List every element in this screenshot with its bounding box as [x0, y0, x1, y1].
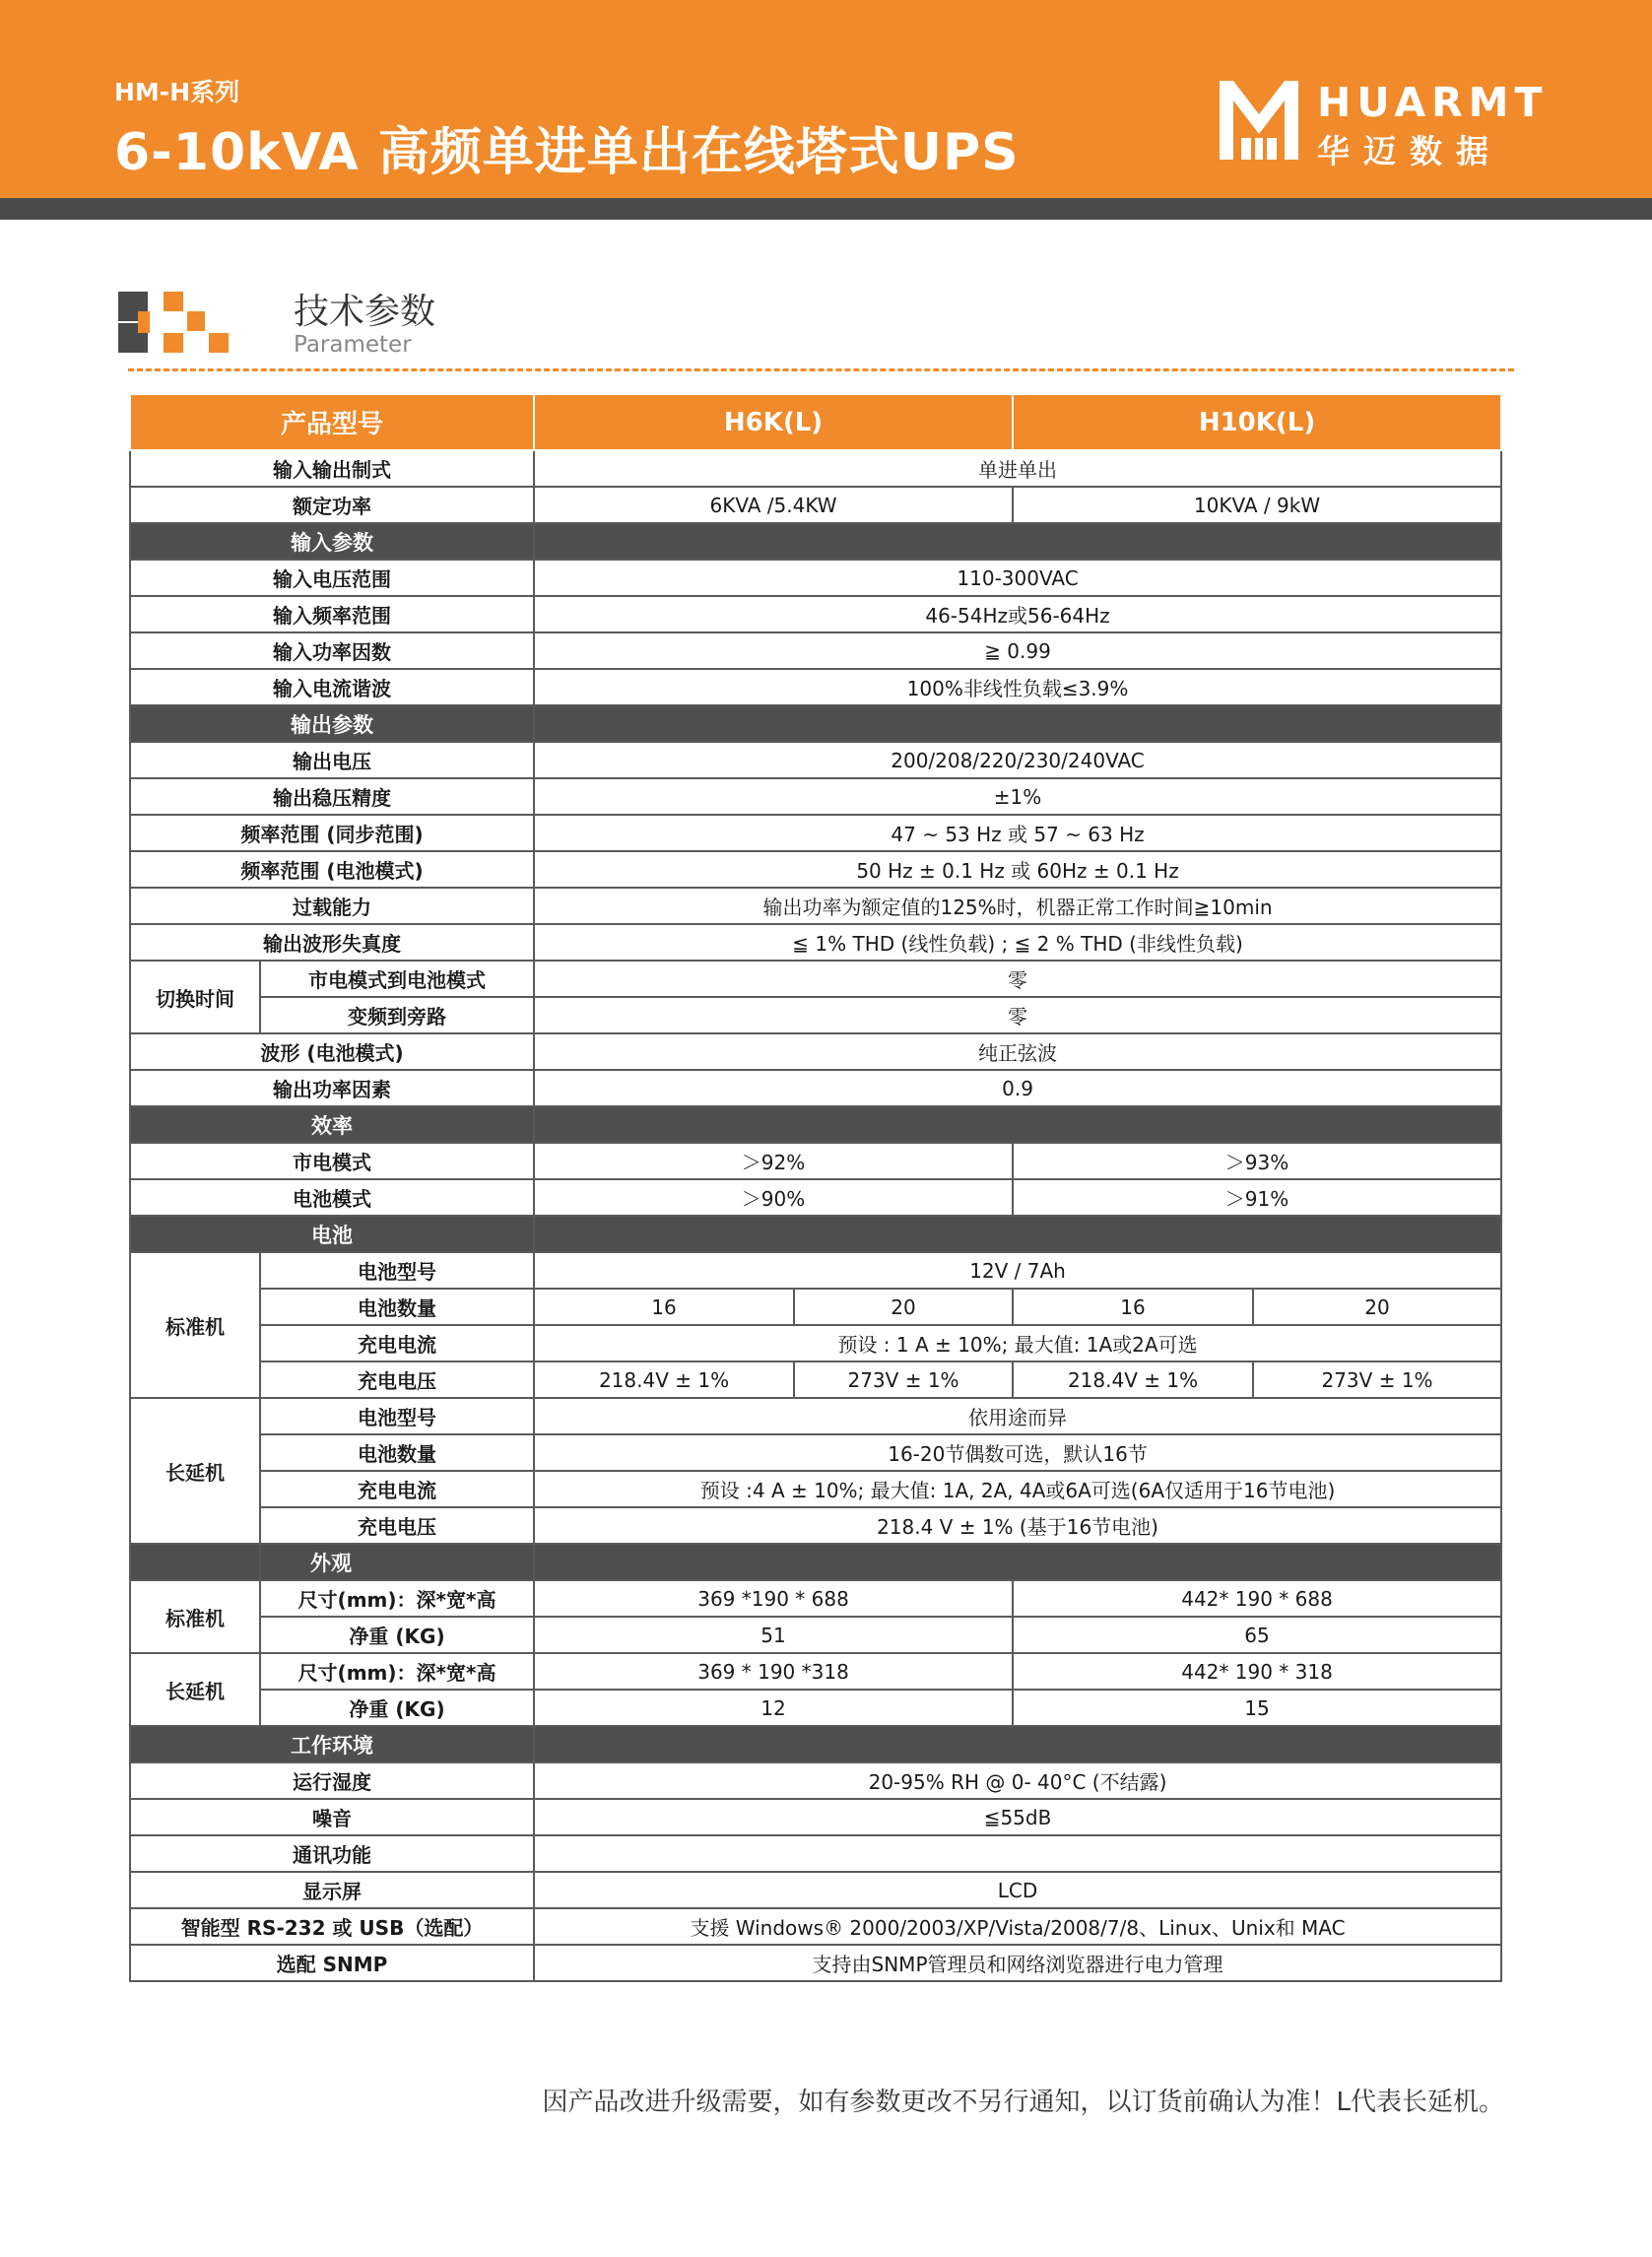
table-row: 输出功率因素 0.9 [130, 1070, 1501, 1106]
table-row: 输入电流谐波 100%非线性负载≤3.9% [130, 669, 1501, 705]
header-h6k: H6K(L) [534, 394, 1013, 450]
section-row-environment: 工作环境 [130, 1726, 1501, 1762]
header-model: 产品型号 [130, 394, 534, 450]
footnote: 因产品改进升级需要，如有参数更改不另行通知，以订货前确认为准！L代表长延机。 [542, 2088, 1504, 2117]
table-row: 输出稳压精度 ±1% [130, 778, 1501, 815]
table-row: 标准机 电池型号 12V / 7Ah [130, 1252, 1501, 1289]
header-h10k: H10K(L) [1013, 394, 1501, 450]
logo-text-en: HUARMT [1317, 79, 1549, 126]
table-row: 充电电压 218.4 V ± 1% (基于16节电池) [130, 1507, 1501, 1544]
table-row: 显示屏 LCD [130, 1872, 1501, 1908]
section-row-appearance: 外观 [130, 1544, 1501, 1580]
table-row: 电池数量 16-20节偶数可选，默认16节 [130, 1434, 1501, 1471]
section-row-efficiency: 效率 [130, 1106, 1501, 1143]
table-row: 频率范围 (电池模式) 50 Hz ± 0.1 Hz 或 60Hz ± 0.1 Hz [130, 851, 1501, 888]
table-row: 充电电流 预设 :4 A ± 10%; 最大值: 1A, 2A, 4A或6A可选(6A仅适用于16节电池) [130, 1471, 1501, 1507]
table-row: 变频到旁路 零 [130, 997, 1501, 1033]
table-row: 净重 (KG) 51 65 [130, 1617, 1501, 1653]
table-row: 长延机 尺寸(mm)：深*宽*高 369 * 190 *318 442* 190 * 318 [130, 1653, 1501, 1690]
table-row: 智能型 RS-232 或 USB（选配） 支援 Windows® 2000/2003/XP/Vista/2008/7/8、Linux、Unix和 MAC [130, 1908, 1501, 1945]
spec-table [129, 393, 1502, 1982]
dashed-divider [128, 368, 1514, 371]
group-label: 标准机 [130, 1252, 260, 1398]
table-row: 充电电流 预设 : 1 A ± 10%; 最大值: 1A或2A可选 [130, 1325, 1501, 1361]
header-stripe [0, 198, 1652, 220]
group-label: 切换时间 [130, 961, 260, 1033]
table-row: 切换时间 市电模式到电池模式 零 [130, 961, 1501, 997]
series-label: HM-H系列 [114, 78, 240, 106]
table-row: 市电模式 ＞92% ＞93% [130, 1143, 1501, 1179]
table-row: 输入电压范围 110-300VAC [130, 560, 1501, 596]
table-row: 电池模式 ＞90% ＞91% [130, 1179, 1501, 1216]
section-row-output: 输出参数 [130, 705, 1501, 742]
table-row: 额定功率 6KVA /5.4KW 10KVA / 9kW [130, 487, 1501, 523]
table-row: 净重 (KG) 12 15 [130, 1690, 1501, 1726]
table-row: 输入功率因数 ≧ 0.99 [130, 632, 1501, 669]
group-label: 长延机 [130, 1653, 260, 1726]
parameter-section-icon [118, 292, 229, 353]
table-header-row [130, 394, 1501, 450]
section-row-input: 输入参数 [130, 523, 1501, 560]
group-label: 标准机 [130, 1580, 260, 1653]
group-label: 长延机 [130, 1398, 260, 1544]
table-row: 选配 SNMP 支持由SNMP管理员和网络浏览器进行电力管理 [130, 1945, 1501, 1981]
table-row: 输出电压 200/208/220/230/240VAC [130, 742, 1501, 778]
page-title: 6-10kVA 高频单进单出在线塔式UPS [114, 123, 1020, 182]
table-row: 输入输出制式 单进单出 [130, 450, 1501, 487]
table-row: 输入频率范围 46-54Hz或56-64Hz [130, 596, 1501, 632]
section-subtitle: Parameter [294, 332, 412, 358]
table-row: 噪音 ≦55dB [130, 1799, 1501, 1835]
table-row: 输出波形失真度 ≦ 1% THD (线性负载) ; ≦ 2 % THD (非线性负载) [130, 924, 1501, 961]
table-row: 通讯功能 [130, 1835, 1501, 1872]
table-row: 运行湿度 20-95% RH @ 0- 40°C (不结露) [130, 1762, 1501, 1799]
table-row: 充电电压 218.4V ± 1% 273V ± 1% 218.4V ± 1% 273V ± 1% [130, 1361, 1501, 1398]
section-title: 技术参数 [294, 292, 436, 332]
table-row: 长延机 电池型号 依用途而异 [130, 1398, 1501, 1434]
table-row: 过载能力 输出功率为额定值的125%时，机器正常工作时间≧10min [130, 888, 1501, 924]
table-row: 波形 (电池模式) 纯正弦波 [130, 1033, 1501, 1070]
table-row: 标准机 尺寸(mm)：深*宽*高 369 *190 * 688 442* 190 * 688 [130, 1580, 1501, 1617]
table-row: 电池数量 16 20 16 20 [130, 1289, 1501, 1325]
table-row: 频率范围 (同步范围) 47 ~ 53 Hz 或 57 ~ 63 Hz [130, 815, 1501, 851]
logo-text-cn: 华迈数据 [1317, 132, 1502, 170]
section-row-battery: 电池 [130, 1216, 1501, 1252]
